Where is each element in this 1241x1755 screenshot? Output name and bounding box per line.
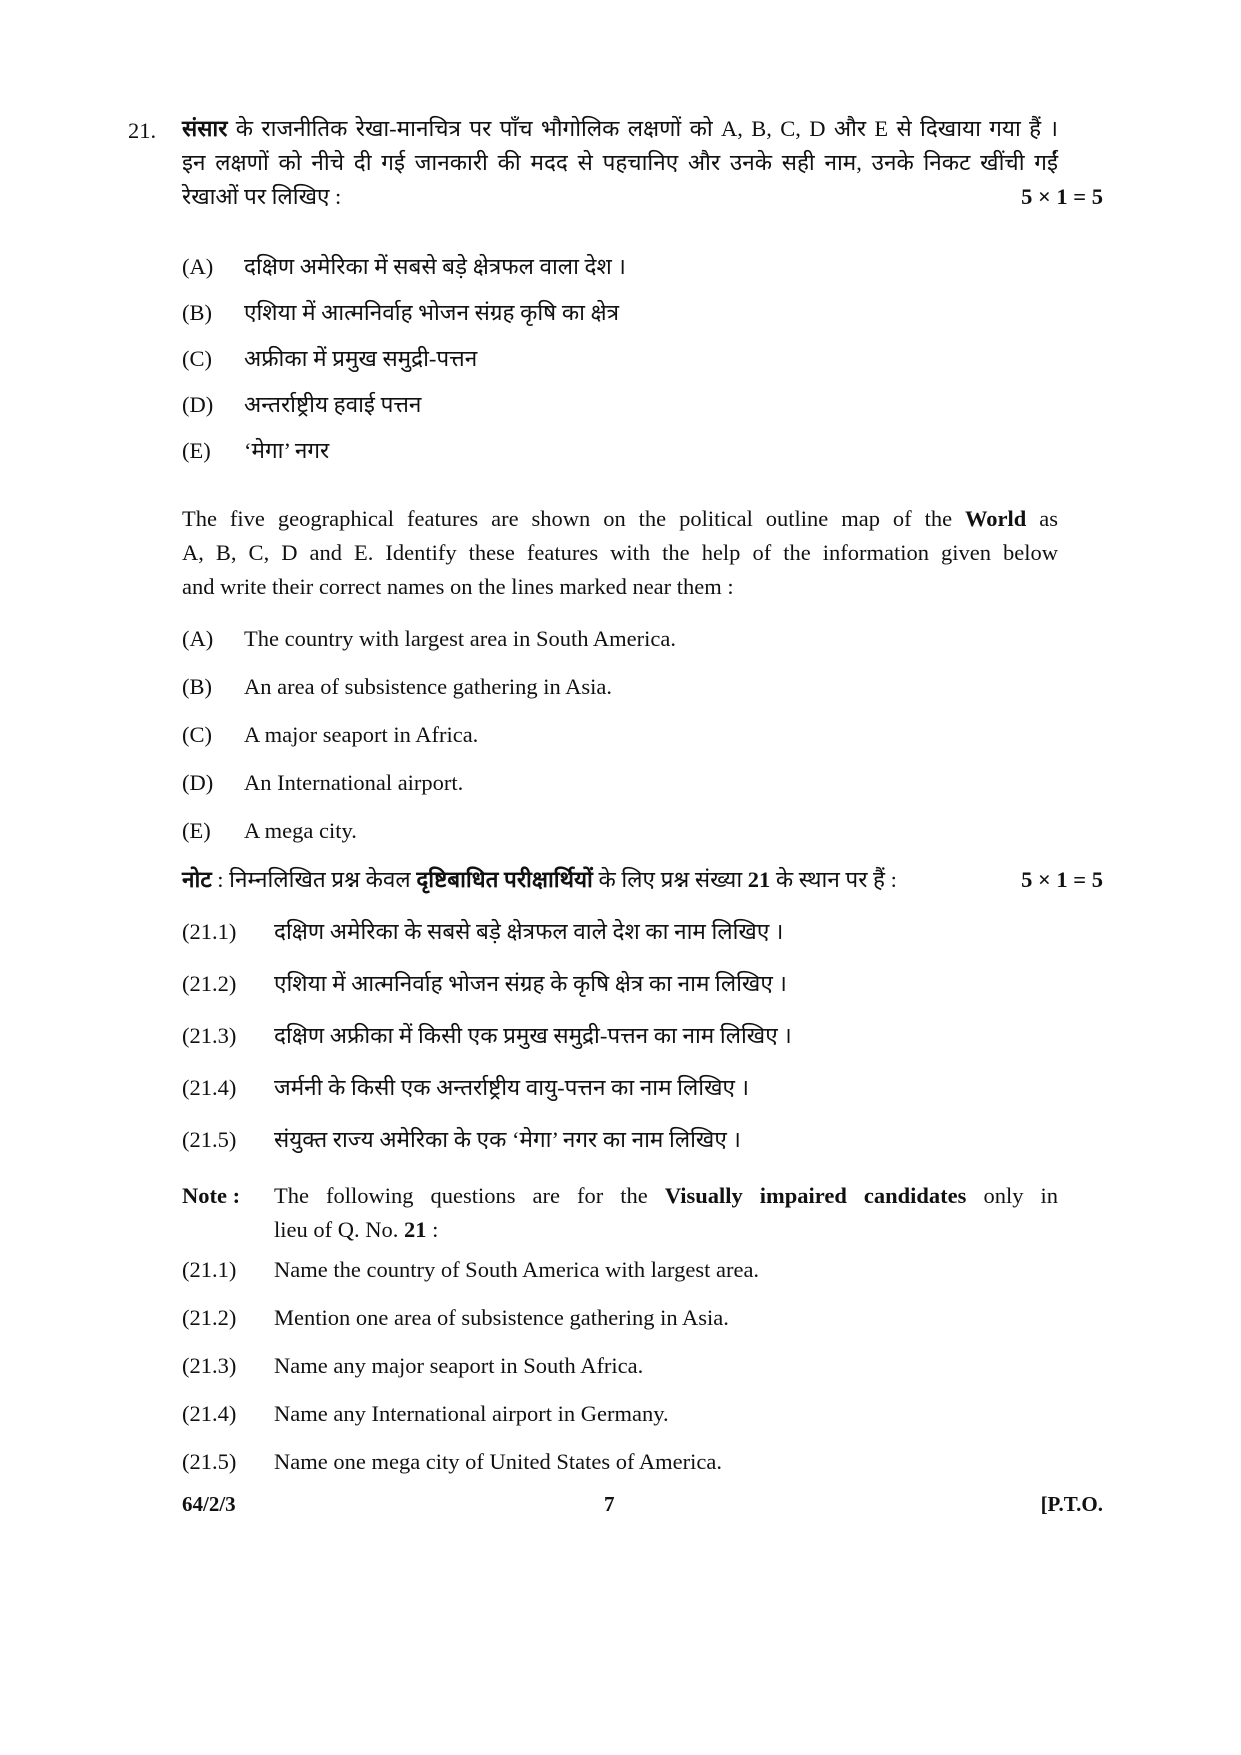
hindi-item-c bbox=[182, 344, 477, 374]
item-text: दक्षिण अमेरिका में सबसे बड़े क्षेत्रफल वाला देश । bbox=[244, 254, 626, 279]
english-note-text-2-end: : bbox=[426, 1217, 439, 1242]
item-text: The country with largest area in South America. bbox=[244, 626, 676, 651]
page-number: 7 bbox=[604, 1492, 615, 1516]
english-note-text-2: lieu of Q. No. bbox=[274, 1217, 404, 1242]
english-note-label: Note : bbox=[182, 1183, 241, 1208]
item-text: Name any International airport in Germany. bbox=[274, 1401, 669, 1426]
item-label: (21.3) bbox=[182, 1023, 237, 1048]
item-text: An International airport. bbox=[244, 770, 464, 795]
question-number: 21. bbox=[128, 118, 157, 143]
item-text: A mega city. bbox=[244, 818, 357, 843]
hindi-intro-line-1 bbox=[182, 112, 1058, 146]
english-note-item-4 bbox=[182, 1399, 669, 1429]
hindi-item-e bbox=[182, 436, 329, 466]
hindi-note-item-4 bbox=[182, 1073, 749, 1103]
hindi-intro-line-2: इन लक्षणों को नीचे दी गई जानकारी की मदद से पहचानिए और उनके सही नाम, उनके निकट खींची गईं bbox=[182, 150, 1058, 175]
english-note-item-1 bbox=[182, 1255, 759, 1285]
hindi-intro-line-3: रेखाओं पर लिखिए : bbox=[182, 184, 342, 209]
item-label: (21.4) bbox=[182, 1075, 237, 1100]
item-label: (E) bbox=[182, 438, 211, 463]
item-text: An area of subsistence gathering in Asia. bbox=[244, 674, 613, 699]
english-note-line-1 bbox=[274, 1179, 1058, 1213]
hindi-note-text: : निम्नलिखित प्रश्न केवल bbox=[211, 867, 417, 892]
english-intro-text: The five geographical features are shown on the political outline map of the bbox=[182, 506, 966, 531]
hindi-intro-text: के राजनीतिक रेखा-मानचित्र पर पाँच भौगोलिक लक्षणों को A, B, C, D और E से दिखाया गया हैं । bbox=[227, 116, 1058, 141]
item-text: एशिया में आत्मनिर्वाह भोजन संग्रह कृषि का क्षेत्र bbox=[244, 300, 620, 325]
hindi-note-qnum: 21 bbox=[747, 867, 771, 892]
hindi-note-item-3 bbox=[182, 1021, 792, 1051]
item-text: ‘मेगा’ नगर bbox=[244, 438, 330, 463]
item-text: दक्षिण अमेरिका के सबसे बड़े क्षेत्रफल वाले देश का नाम लिखिए । bbox=[274, 919, 784, 944]
english-note-text-end: only in bbox=[966, 1183, 1058, 1208]
english-note-item-2 bbox=[182, 1303, 729, 1333]
hindi-intro-bold: संसार bbox=[182, 116, 228, 141]
item-label: (D) bbox=[182, 770, 214, 795]
item-label: (21.5) bbox=[182, 1449, 237, 1474]
hindi-note-item-5 bbox=[182, 1125, 741, 1155]
paper-code: 64/2/3 bbox=[182, 1492, 236, 1516]
item-text: A major seaport in Africa. bbox=[244, 722, 479, 747]
item-label: (21.2) bbox=[182, 1305, 237, 1330]
english-item-c bbox=[182, 720, 478, 750]
english-note-text: The following questions are for the bbox=[274, 1183, 665, 1208]
item-label: (21.3) bbox=[182, 1353, 237, 1378]
item-text: Name one mega city of United States of America. bbox=[274, 1449, 722, 1474]
item-label: (21.5) bbox=[182, 1127, 237, 1152]
question-marks: 5 × 1 = 5 bbox=[1021, 184, 1103, 209]
item-label: (C) bbox=[182, 346, 212, 371]
item-label: (21.4) bbox=[182, 1401, 237, 1426]
english-item-e bbox=[182, 816, 357, 846]
english-intro-text-end: as bbox=[1026, 506, 1058, 531]
english-item-b bbox=[182, 672, 612, 702]
hindi-item-d bbox=[182, 390, 421, 420]
hindi-note bbox=[182, 865, 897, 895]
item-text: अन्तर्राष्ट्रीय हवाई पत्तन bbox=[244, 392, 422, 417]
item-text: Name any major seaport in South Africa. bbox=[274, 1353, 644, 1378]
hindi-item-b bbox=[182, 298, 619, 328]
english-item-a bbox=[182, 624, 676, 654]
item-label: (A) bbox=[182, 254, 214, 279]
item-text: जर्मनी के किसी एक अन्तर्राष्ट्रीय वायु-पत्तन का नाम लिखिए । bbox=[274, 1075, 750, 1100]
hindi-note-text-end: के स्थान पर हैं : bbox=[770, 867, 897, 892]
english-item-d bbox=[182, 768, 463, 798]
item-label: (D) bbox=[182, 392, 214, 417]
english-note-item-5 bbox=[182, 1447, 722, 1477]
hindi-item-a bbox=[182, 252, 626, 282]
hindi-note-item-1 bbox=[182, 917, 783, 947]
item-label: (E) bbox=[182, 818, 211, 843]
pto-marker: [P.T.O. bbox=[1040, 1492, 1103, 1516]
item-label: (21.2) bbox=[182, 971, 237, 996]
english-intro-line-3: and write their correct names on the lines marked near them : bbox=[182, 574, 734, 599]
item-label: (A) bbox=[182, 626, 214, 651]
item-text: Name the country of South America with largest area. bbox=[274, 1257, 760, 1282]
item-text: दक्षिण अफ्रीका में किसी एक प्रमुख समुद्री-पत्तन का नाम लिखिए । bbox=[274, 1023, 792, 1048]
hindi-note-text-mid: के लिए प्रश्न संख्या bbox=[592, 867, 748, 892]
item-label: (B) bbox=[182, 674, 212, 699]
english-note-line-2 bbox=[274, 1213, 1058, 1247]
item-label: (21.1) bbox=[182, 919, 237, 944]
english-intro-line-2: A, B, C, D and E. Identify these features with the help of the information given below bbox=[182, 540, 1058, 565]
item-label: (B) bbox=[182, 300, 212, 325]
hindi-note-item-2 bbox=[182, 969, 787, 999]
english-note-bold: Visually impaired candidates bbox=[664, 1183, 967, 1208]
english-intro-bold: World bbox=[965, 506, 1027, 531]
item-text: एशिया में आत्मनिर्वाह भोजन संग्रह के कृषि क्षेत्र का नाम लिखिए । bbox=[274, 971, 787, 996]
english-note-qnum: 21 bbox=[403, 1217, 427, 1242]
hindi-note-label: नोट bbox=[182, 867, 212, 892]
item-text: Mention one area of subsistence gathering in Asia. bbox=[274, 1305, 729, 1330]
english-note-item-3 bbox=[182, 1351, 643, 1381]
item-label: (21.1) bbox=[182, 1257, 237, 1282]
hindi-note-marks: 5 × 1 = 5 bbox=[1021, 867, 1103, 892]
hindi-note-bold: दृष्टिबाधित परीक्षार्थियों bbox=[416, 867, 593, 892]
item-text: संयुक्त राज्य अमेरिका के एक ‘मेगा’ नगर का नाम लिखिए । bbox=[274, 1127, 741, 1152]
item-text: अफ्रीका में प्रमुख समुद्री-पत्तन bbox=[244, 346, 478, 371]
item-label: (C) bbox=[182, 722, 212, 747]
english-intro-line-1 bbox=[182, 502, 1058, 536]
